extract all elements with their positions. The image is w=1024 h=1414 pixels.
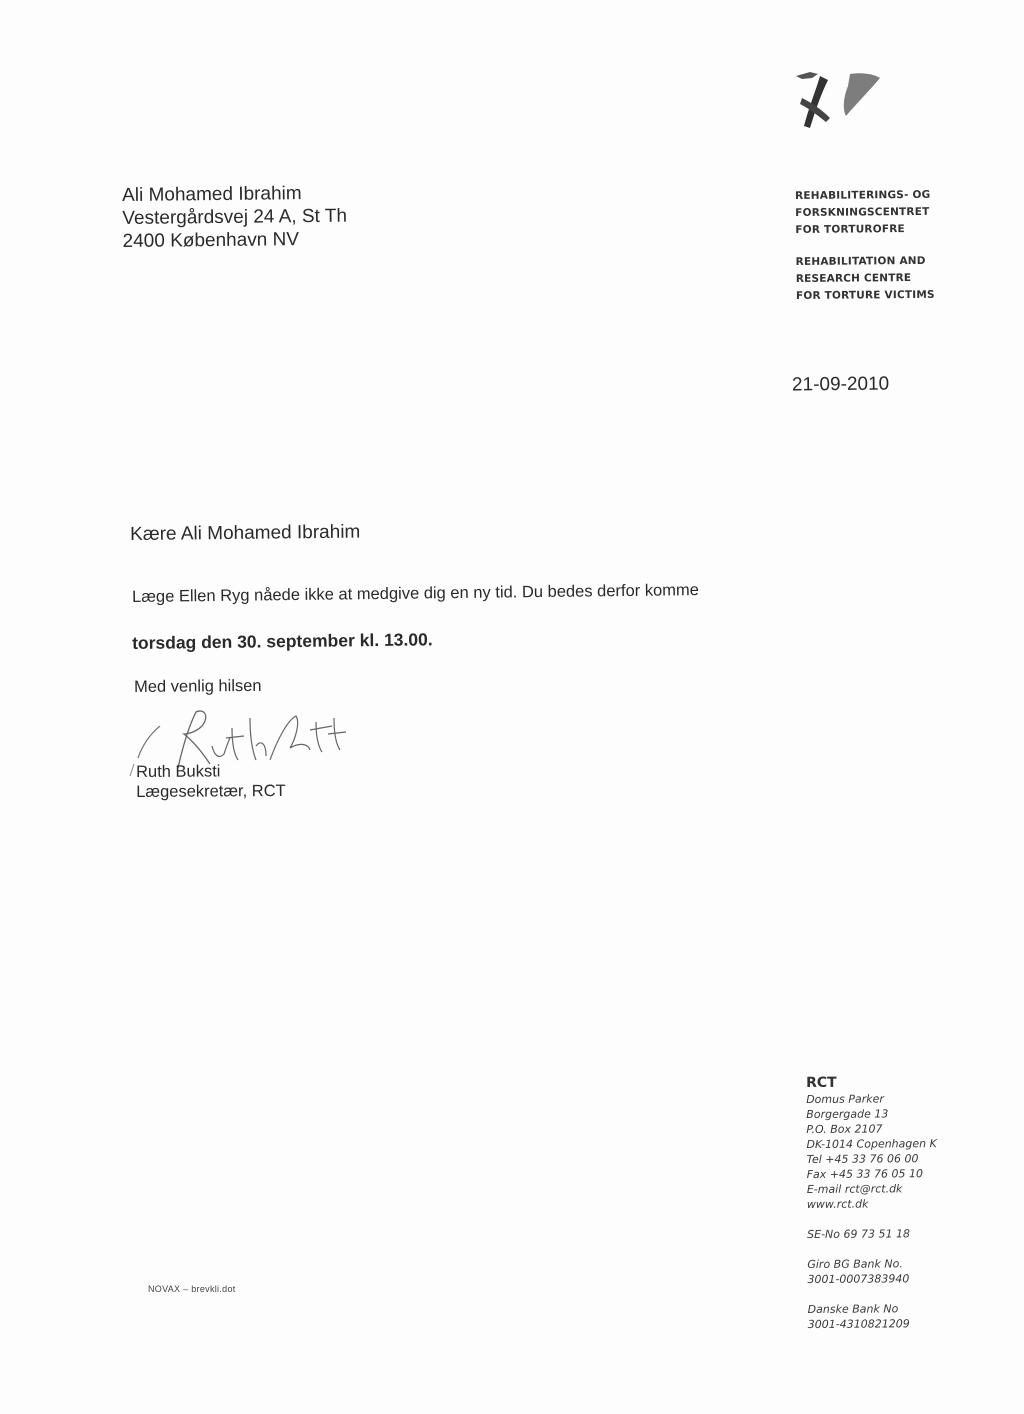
footer-fax: Fax +45 33 76 05 10	[806, 1167, 924, 1181]
recipient-name: Ali Mohamed Ibrahim	[122, 183, 302, 206]
organization-name-danish	[795, 187, 934, 239]
template-reference: NOVAX – brevkli.dot	[148, 1284, 236, 1294]
sender-block	[136, 761, 286, 802]
org-english-line: REHABILITATION AND	[795, 254, 926, 268]
recipient-street: Vestergårdsvej 24 A, St Th	[122, 205, 348, 229]
closing: Med venlig hilsen	[134, 676, 262, 696]
footer-giro-label: Giro BG Bank No.	[807, 1257, 903, 1271]
organization-header	[795, 187, 935, 320]
organization-name-english	[796, 253, 935, 305]
footer-giro-number: 3001-0007383940	[807, 1272, 910, 1286]
footer-danske-label: Danske Bank No	[807, 1302, 899, 1316]
org-danish-line: FORSKNINGSCENTRET	[795, 205, 930, 219]
footer-se-number: SE-No 69 73 51 18	[807, 1227, 911, 1241]
footer-org-name: RCT	[806, 1074, 837, 1091]
appointment-time: torsdag den 30. september kl. 13.00.	[132, 629, 433, 653]
footer-address-line: DK-1014 Copenhagen K	[806, 1137, 937, 1151]
recipient-city: 2400 København NV	[122, 229, 300, 252]
footer-address-line: Domus Parker	[806, 1092, 884, 1106]
footer-danske-number: 3001-4310821209	[807, 1317, 910, 1331]
org-english-line: RESEARCH CENTRE	[795, 271, 912, 285]
org-english-line: FOR TORTURE VICTIMS	[795, 288, 935, 302]
rct-logo	[790, 68, 890, 138]
footer-website: www.rct.dk	[806, 1197, 869, 1211]
org-danish-line: FOR TORTUROFRE	[795, 223, 905, 236]
footer-address-line: P.O. Box 2107	[806, 1122, 883, 1136]
salutation: Kære Ali Mohamed Ibrahim	[130, 521, 361, 545]
recipient-address	[122, 182, 347, 253]
footer-email: E-mail rct@rct.dk	[806, 1182, 903, 1196]
footer-contact	[806, 1073, 938, 1332]
sender-title: Lægesekretær, RCT	[136, 781, 286, 801]
letter-body: Læge Ellen Ryg nåede ikke at medgive dig en ny tid. Du bedes derfor komme	[132, 581, 700, 606]
footer-tel: Tel +45 33 76 06 00	[806, 1152, 919, 1166]
letter-date: 21-09-2010	[791, 373, 890, 396]
sender-name: Ruth Buksti	[136, 762, 221, 781]
org-danish-line: REHABILITERINGS- OG	[795, 188, 931, 202]
footer-address-line: Borgergade 13	[806, 1107, 889, 1121]
